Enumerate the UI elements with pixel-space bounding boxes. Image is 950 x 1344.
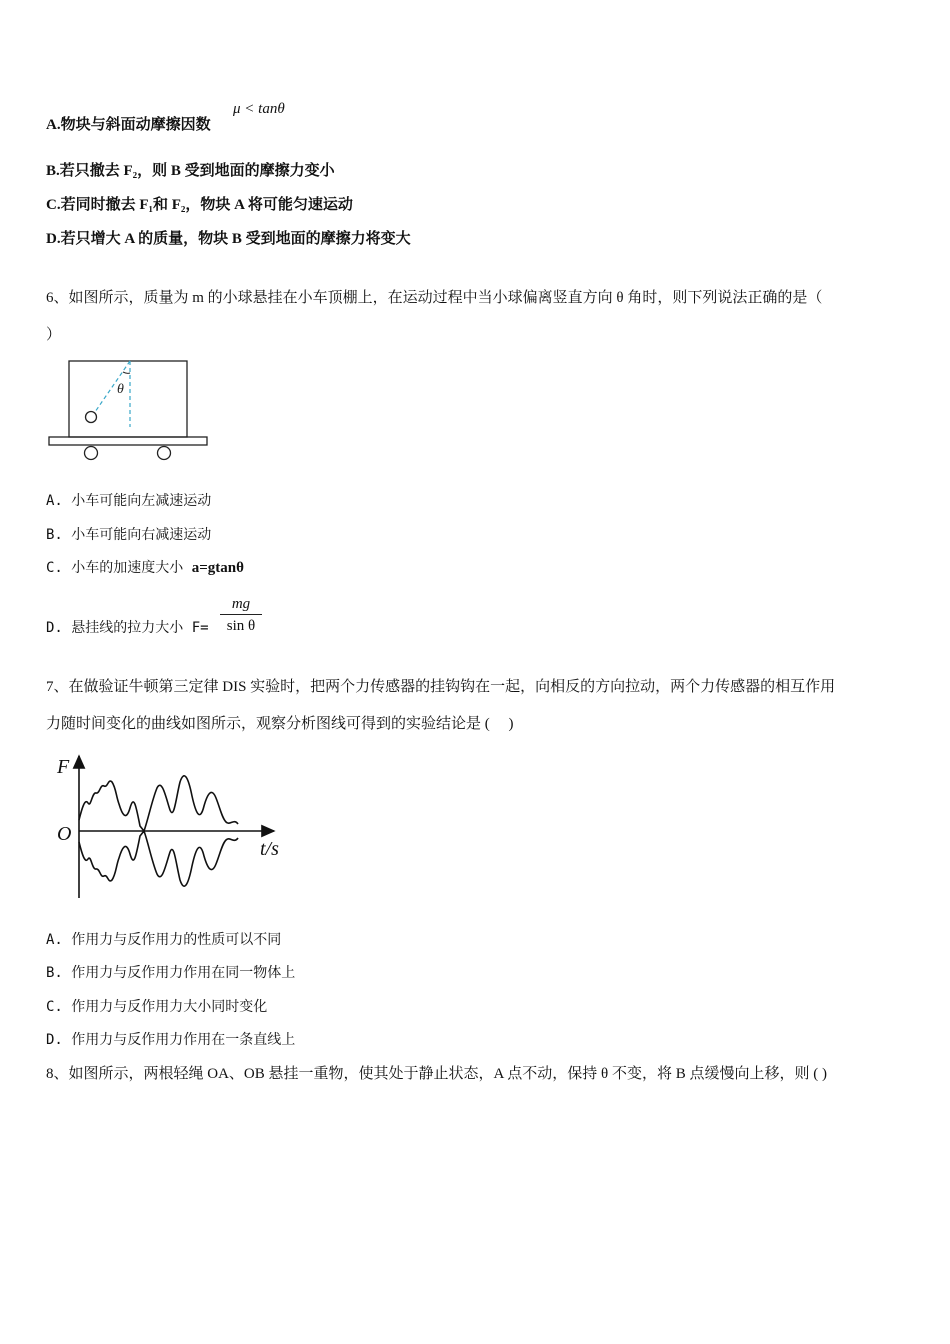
q7-option-a: A. 作用力与反作用力的性质可以不同 xyxy=(46,932,282,948)
q7-stem-line1: 7、在做验证牛顿第三定律 DIS 实验时，把两个力传感器的挂钩钩在一起，向相反的方向拉动，两个力传感器的相互作用 xyxy=(46,679,836,695)
theta-label: θ xyxy=(117,382,124,397)
q6-stem-line1: 6、如图所示，质量为 m 的小球悬挂在小车顶棚上，在运动过程中当小球偏离竖直方向 θ 角时，则下列说法正确的是（ xyxy=(46,290,823,306)
q6-option-a: A. 小车可能向左减速运动 xyxy=(46,493,212,509)
q7-force-time-graph xyxy=(52,748,288,900)
q6-cart-figure xyxy=(46,357,211,465)
q6-option-c-formula: a=gtanθ xyxy=(191,560,244,576)
hanging-ball xyxy=(86,412,97,423)
q6-option-d xyxy=(46,618,209,638)
q7-stem-line2: 力随时间变化的曲线如图所示，观察分析图线可得到的实验结论是 ( ) xyxy=(46,716,514,732)
q7-option-d: D. 作用力与反作用力作用在一条直线上 xyxy=(46,1032,296,1048)
q6-stem-line2: ） xyxy=(46,327,62,343)
x-axis-label: t/s xyxy=(260,838,279,860)
origin-label: O xyxy=(57,823,72,845)
q5-option-a-formula: μ < tanθ xyxy=(233,101,285,117)
q5-option-b: B.若只撤去 F₂，则 B 受到地面的摩擦力变小 xyxy=(46,163,335,179)
q6-option-c xyxy=(46,558,244,578)
q7-option-b: B. 作用力与反作用力作用在同一物体上 xyxy=(46,965,296,981)
q8-stem: 8、如图所示，两根轻绳 OA、OB 悬挂一重物，使其处于静止状态，A 点不动，保持 θ 不变，将 B 点缓慢向上移，则 ( ) xyxy=(46,1066,827,1082)
q5-option-d: D.若只增大 A 的质量，物块 B 受到地面的摩擦力将变大 xyxy=(46,231,411,247)
q6-option-d-text: D. 悬挂线的拉力大小 F= xyxy=(46,620,209,636)
cart-wheel-right xyxy=(158,447,171,460)
force-curve-lower xyxy=(79,831,238,886)
force-curve-upper xyxy=(79,776,238,831)
suspension-string xyxy=(95,361,130,412)
q5-option-a xyxy=(46,115,211,135)
cart-base xyxy=(49,437,207,445)
q7-option-c: C. 作用力与反作用力大小同时变化 xyxy=(46,999,268,1015)
cart-body xyxy=(69,361,187,437)
q6-option-c-text: C. 小车的加速度大小 xyxy=(46,560,192,576)
q6-option-d-fraction xyxy=(220,594,262,637)
y-axis-label: F xyxy=(57,756,70,778)
fraction-numerator: mg xyxy=(220,594,262,615)
cart-wheel-left xyxy=(85,447,98,460)
q5-option-c: C.若同时撤去 F₁和 F₂，物块 A 将可能匀速运动 xyxy=(46,197,353,213)
angle-arc xyxy=(123,372,130,373)
fraction-denominator: sin θ xyxy=(226,618,256,634)
q6-option-b: B. 小车可能向右减速运动 xyxy=(46,527,212,543)
q5-option-a-text: A.物块与斜面动摩擦因数 xyxy=(46,117,211,133)
